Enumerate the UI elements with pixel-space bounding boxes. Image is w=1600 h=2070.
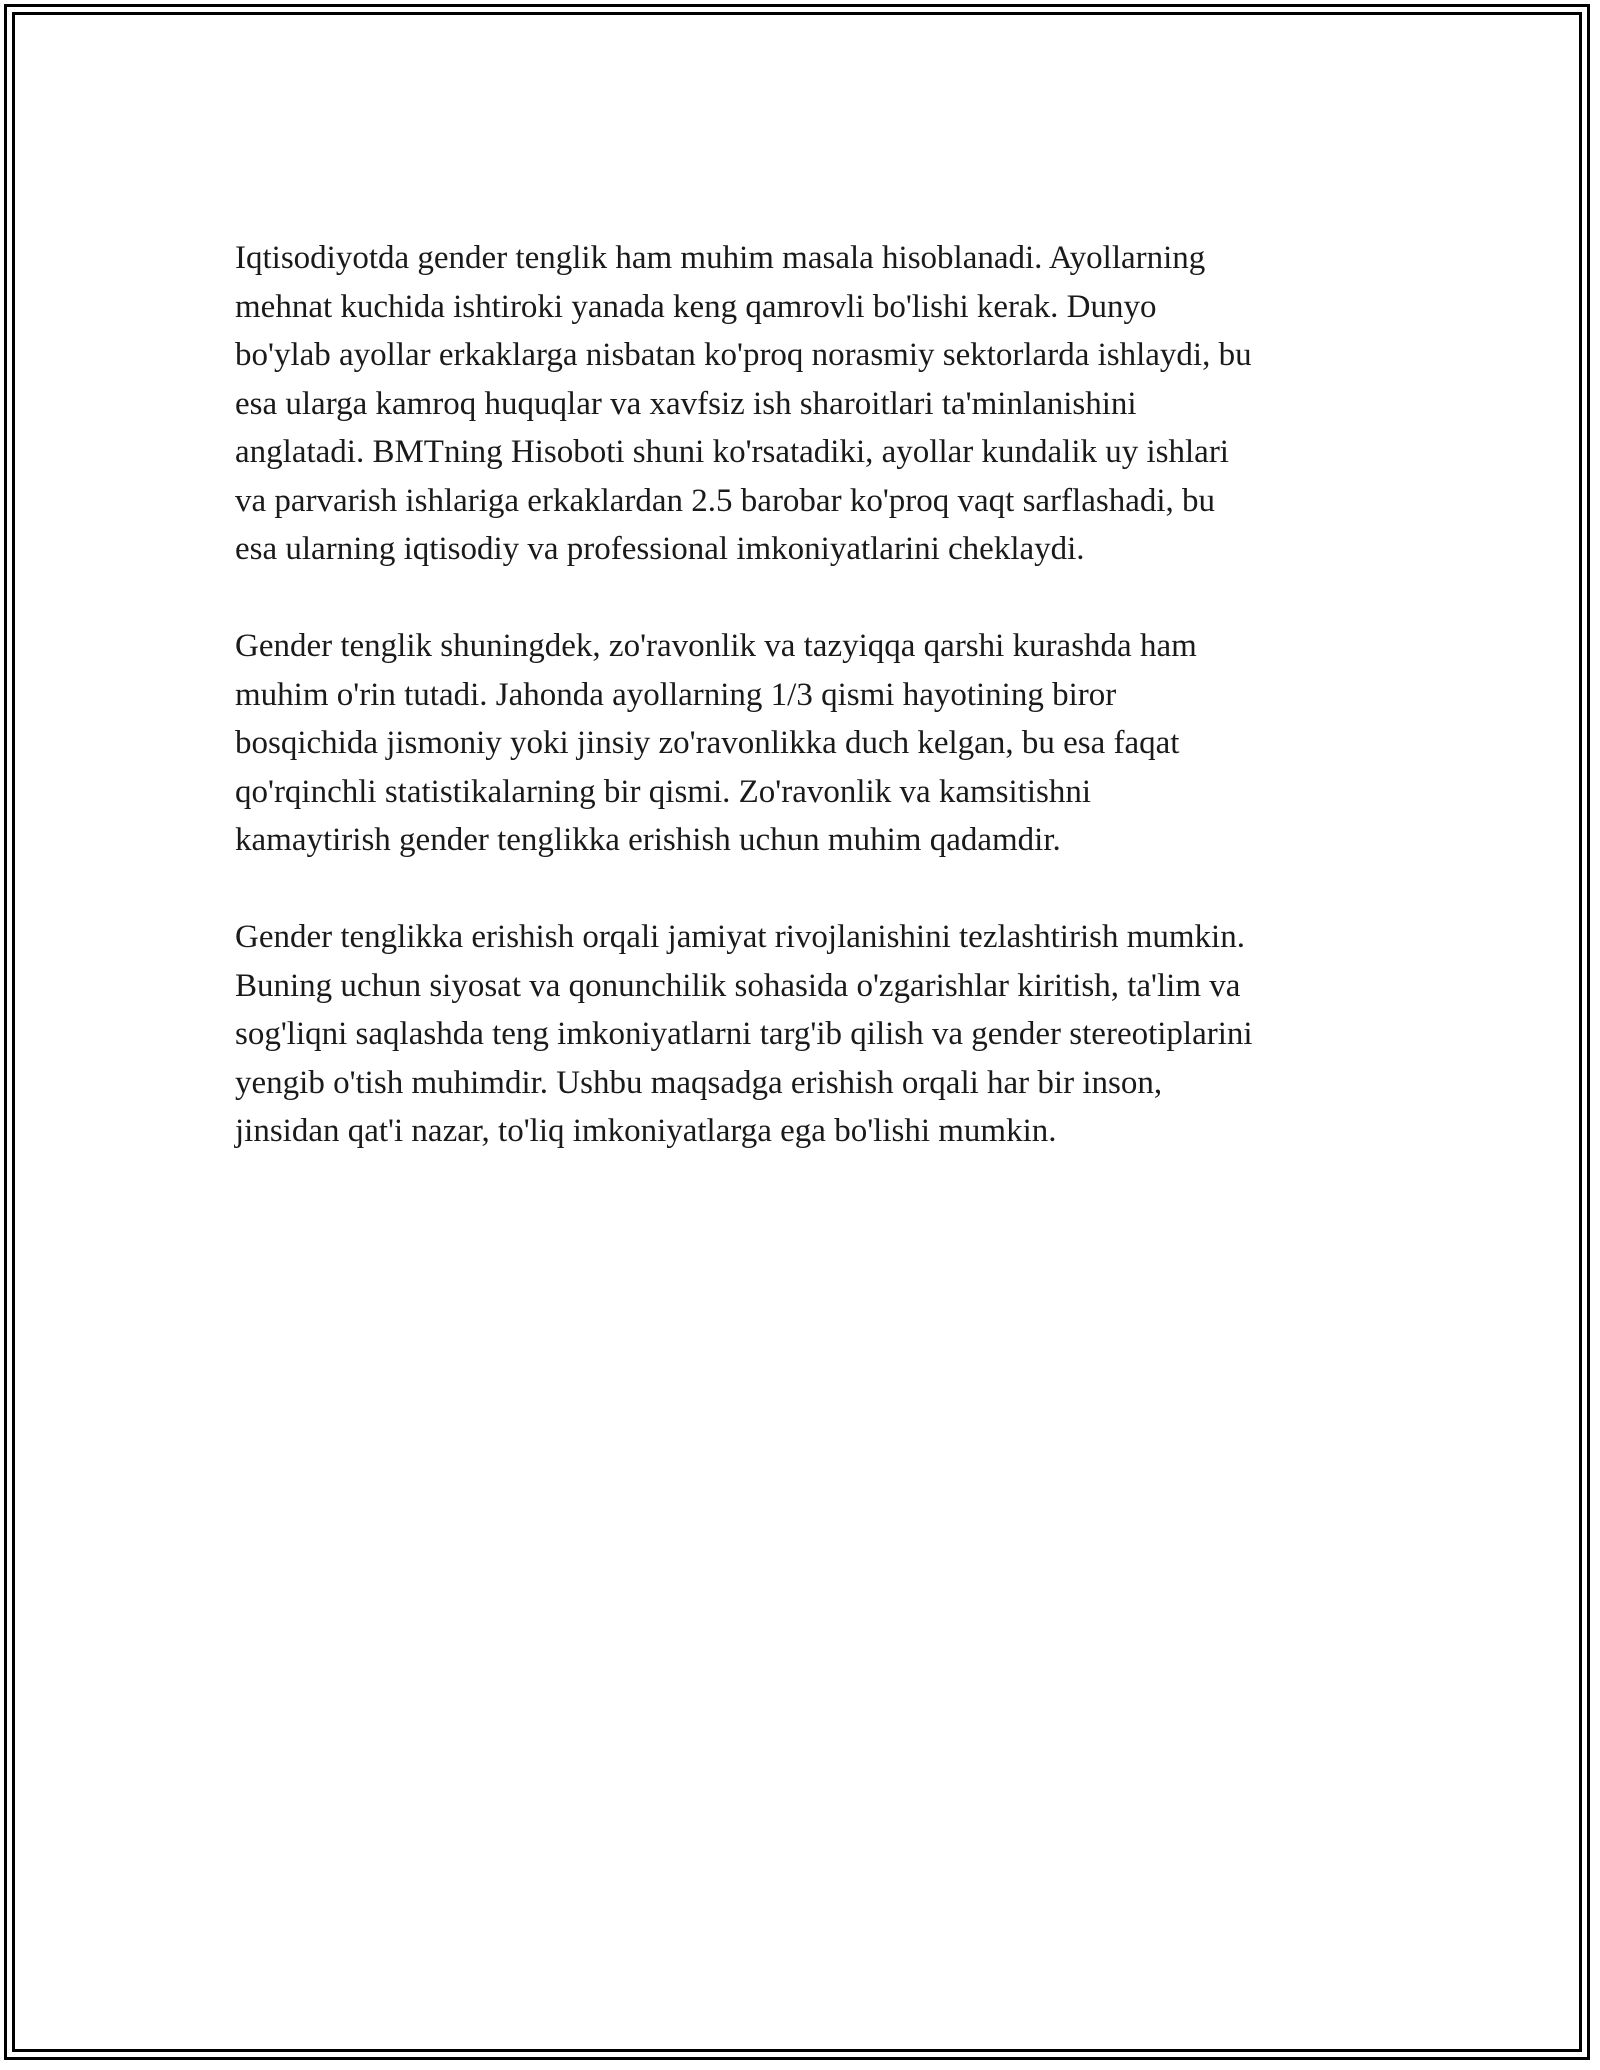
text-line: yengib o'tish muhimdir. Ushbu maqsadga erishish orqali har bir inson, — [235, 1064, 1163, 1101]
text-line: esa ularning iqtisodiy va professional imkoniyatlarini cheklaydi. — [235, 531, 1085, 567]
text-line: Gender tenglikka erishish orqali jamiyat rivojlanishini tezlashtirish mumkin. — [235, 919, 1245, 955]
text-line: qo'rqinchli statistikalarning bir qismi. Zo'ravonlik va kamsitishni — [235, 773, 1092, 810]
text-line: jinsidan qat'i nazar, to'liq imkoniyatlarga ega bo'lishi mumkin. — [235, 1113, 1057, 1149]
text-line: sog'liqni saqlashda teng imkoniyatlarni targ'ib qilish va gender stereotiplarini — [235, 1016, 1253, 1052]
text-line: muhim o'rin tutadi. Jahonda ayollarning 1/3 qismi hayotining biror — [235, 676, 1117, 713]
paragraph-violence — [235, 622, 1375, 865]
paragraph-conclusion — [235, 913, 1375, 1156]
text-line: va parvarish ishlariga erkaklardan 2.5 barobar ko'proq vaqt sarflashadi, bu — [235, 482, 1216, 519]
text-line: mehnat kuchida ishtiroki yanada keng qamrovli bo'lishi kerak. Dunyo — [235, 288, 1157, 325]
text-line: bo'ylab ayollar erkaklarga nisbatan ko'proq norasmiy sektorlarda ishlaydi, bu — [235, 337, 1252, 373]
text-line: kamaytirish gender tenglikka erishish uchun muhim qadamdir. — [235, 822, 1061, 858]
document-body — [235, 234, 1375, 1204]
paragraph-economy — [235, 234, 1375, 574]
text-line: Gender tenglik shuningdek, zo'ravonlik va tazyiqqa qarshi kurashda ham — [235, 628, 1197, 664]
text-line: Buning uchun siyosat va qonunchilik sohasida o'zgarishlar kiritish, ta'lim va — [235, 967, 1241, 1004]
text-line: Iqtisodiyotda gender tenglik ham muhim masala hisoblanadi. Ayollarning — [235, 240, 1206, 276]
text-line: bosqichida jismoniy yoki jinsiy zo'ravonlikka duch kelgan, bu esa faqat — [235, 725, 1180, 761]
text-line: anglatadi. BMTning Hisoboti shuni ko'rsatadiki, ayollar kundalik uy ishlari — [235, 434, 1229, 470]
text-line: esa ularga kamroq huquqlar va xavfsiz ish sharoitlari ta'minlanishini — [235, 385, 1137, 422]
